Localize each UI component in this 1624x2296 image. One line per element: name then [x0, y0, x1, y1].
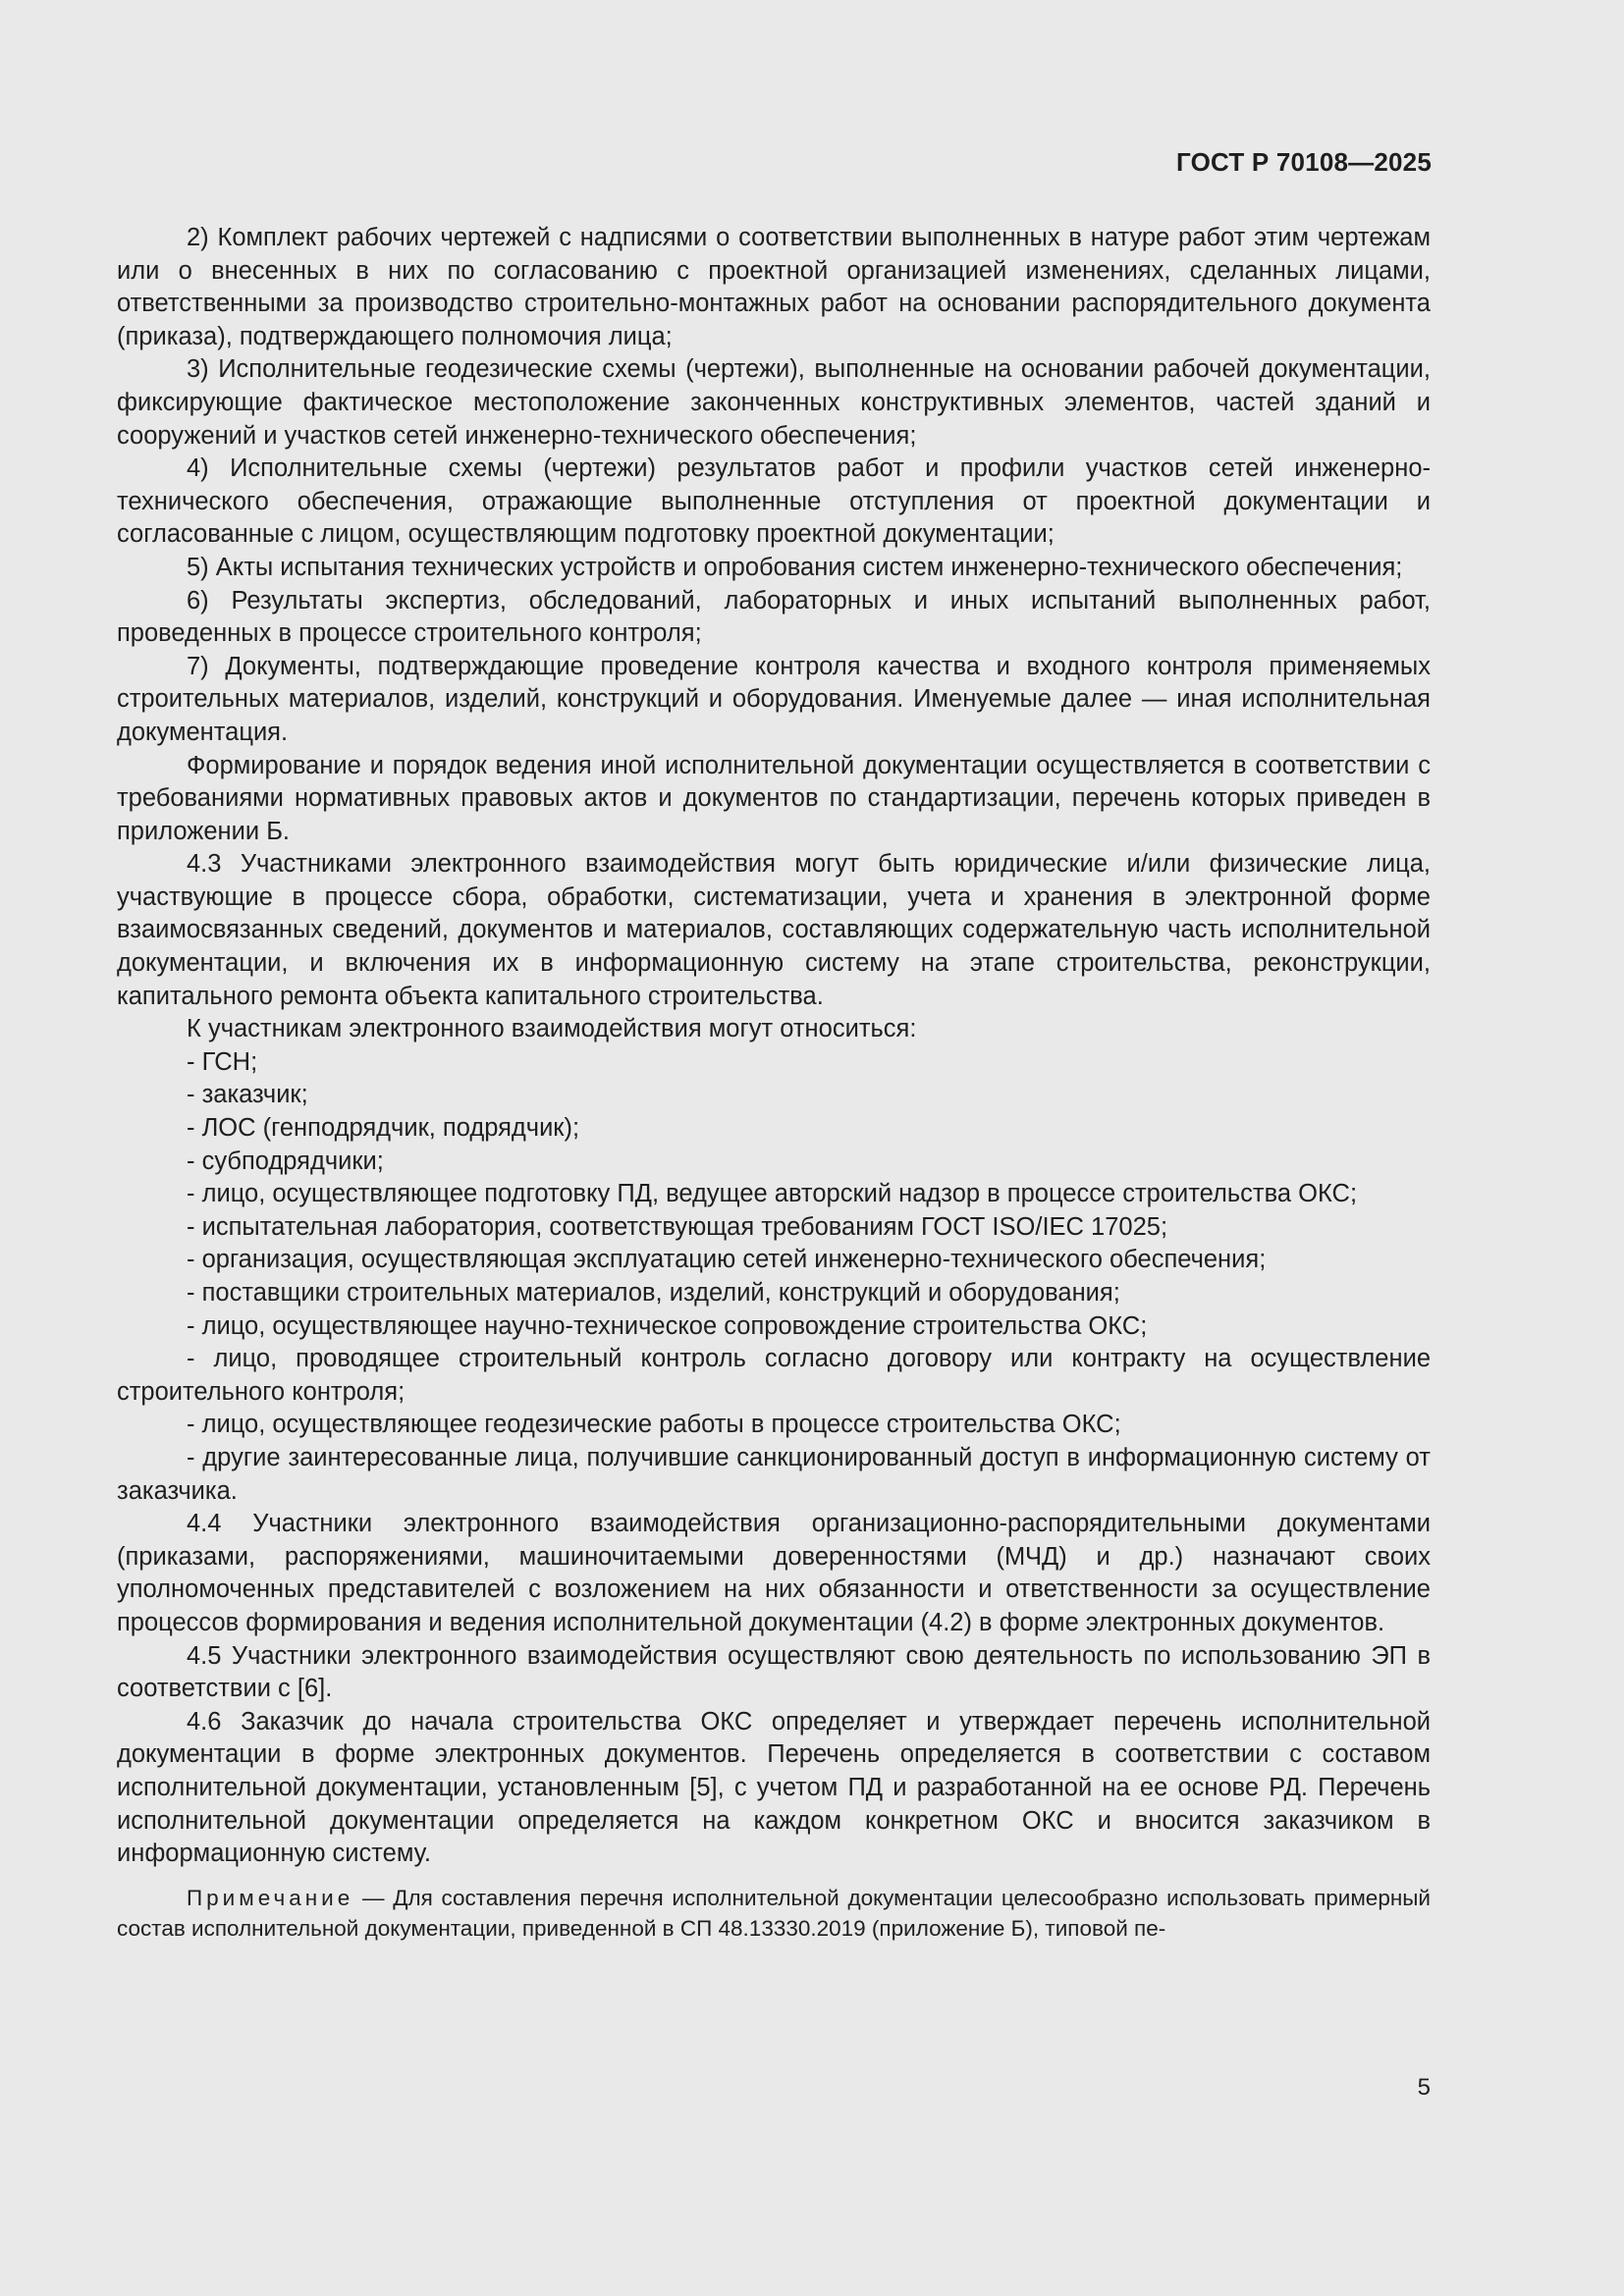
list-item-construction-control: - лицо, проводящее строительный контроль согласно договору или контракту на осуществление строительного контроля; — [117, 1345, 1431, 1406]
list-item-suppliers: - поставщики строительных материалов, изделий, конструкций и оборудования; — [187, 1279, 1120, 1307]
document-body — [117, 222, 1431, 1944]
note-text: — Для составления перечня исполнительной документации целесообразно использовать примерный состав исполнительной документации, приведенной в СП 48.13330.2019 (приложение Б), типовой пе- — [117, 1885, 1431, 1941]
list-item-geodetic-works: - лицо, осуществляющее геодезические работы в процессе строительства ОКС; — [187, 1411, 1121, 1439]
list-item-testing-lab: - испытательная лаборатория, соответствующая требованиям ГОСТ ISO/IEC 17025; — [187, 1212, 1168, 1241]
paragraph-item-3: 3) Исполнительные геодезические схемы (чертежи), выполненные на основании рабочей документации, фиксирующие фактическое местоположение законченных конструктивных элементов, частей зданий и сооружений и участков сетей инженерно-технического обеспечения; — [117, 355, 1431, 450]
document-code-header: ГОСТ Р 70108—2025 — [1176, 147, 1432, 177]
paragraph-item-5: 5) Акты испытания технических устройств и опробования систем инженерно-технического обеспечения; — [187, 553, 1403, 581]
note-label: Примечание — [187, 1885, 354, 1910]
list-item-other-parties: - другие заинтересованные лица, получившие санкционированный доступ в информационную систему от заказчика. — [117, 1443, 1431, 1505]
list-item-network-operator: - организация, осуществляющая эксплуатацию сетей инженерно-технического обеспечения; — [187, 1246, 1267, 1274]
list-item-scientific-support: - лицо, осуществляющее научно-техническое сопровождение строительства ОКС; — [187, 1311, 1148, 1340]
page-number: 5 — [1417, 2074, 1431, 2101]
paragraph-clause-4-4: 4.4 Участники электронного взаимодействия организационно-распорядительными документами (приказами, распоряжениями, машиночитаемыми доверенностями (МЧД) и др.) назначают своих уполномоченных представителей с возложением на них обязанности и ответственности за осуществление процессов формирования и ведения исполнительной документации (4.2) в форме электронных документов. — [117, 1510, 1431, 1636]
paragraph-clause-4-6: 4.6 Заказчик до начала строительства ОКС определяет и утверждает перечень исполнительной документации в форме электронных документов. Перечень определяется в соответствии с составом исполнительной документации, установленным [5], с учетом ПД и разработанной на ее основе РД. Перечень исполнительной документации определяется на каждом конкретном ОКС и вносится заказчиком в информационную систему. — [117, 1707, 1431, 1868]
list-item-subcontractors: - субподрядчики; — [187, 1147, 384, 1175]
paragraph-clause-4-3: 4.3 Участниками электронного взаимодействия могут быть юридические и/или физические лица, участвующие в процессе сбора, обработки, систематизации, учета и хранения в электронной форме взаимосвязанных сведений, документов и материалов, составляющих содержательную часть исполнительной документации, и включения их в информационную систему на этапе строительства, реконструкции, капитального ремонта объекта капитального строительства. — [117, 850, 1431, 1010]
list-item-customer: - заказчик; — [187, 1081, 308, 1109]
paragraph-participants-intro: К участникам электронного взаимодействия могут относиться: — [187, 1015, 917, 1043]
paragraph-other-documentation: Формирование и порядок ведения иной исполнительной документации осуществляется в соответствии с требованиями нормативных правовых актов и документов по стандартизации, перечень которых приведен в приложении Б. — [117, 751, 1431, 845]
paragraph-clause-4-5: 4.5 Участники электронного взаимодействия осуществляют свою деятельность по использованию ЭП в соответствии с [6]. — [117, 1641, 1431, 1703]
list-item-gsn: - ГСН; — [187, 1047, 258, 1076]
paragraph-item-2: 2) Комплект рабочих чертежей с надписями о соответствии выполненных в натуре работ этим чертежам или о внесенных в них по согласованию с проектной организацией изменениях, сделанных лицами, ответственными за производство строительно-монтажных работ на основании распорядительного документа (приказа), подтверждающего полномочия лица; — [117, 224, 1431, 350]
paragraph-item-4: 4) Исполнительные схемы (чертежи) результатов работ и профили участков сетей инженерно-технического обеспечения, отражающие выполненные отступления от проектной документации и согласованные с лицом, осуществляющим подготовку проектной документации; — [117, 454, 1431, 549]
paragraph-item-6: 6) Результаты экспертиз, обследований, лабораторных и иных испытаний выполненных работ, проведенных в процессе строительного контроля; — [117, 586, 1431, 648]
note-block — [117, 1883, 1431, 1944]
list-item-designer: - лицо, осуществляющее подготовку ПД, ведущее авторский надзор в процессе строительства ОКС; — [187, 1180, 1358, 1208]
list-item-contractor: - ЛОС (генподрядчик, подрядчик); — [187, 1114, 580, 1143]
paragraph-item-7: 7) Документы, подтверждающие проведение контроля качества и входного контроля применяемых строительных материалов, изделий, конструкций и оборудования. Именуемые далее — иная исполнительная документация. — [117, 652, 1431, 746]
